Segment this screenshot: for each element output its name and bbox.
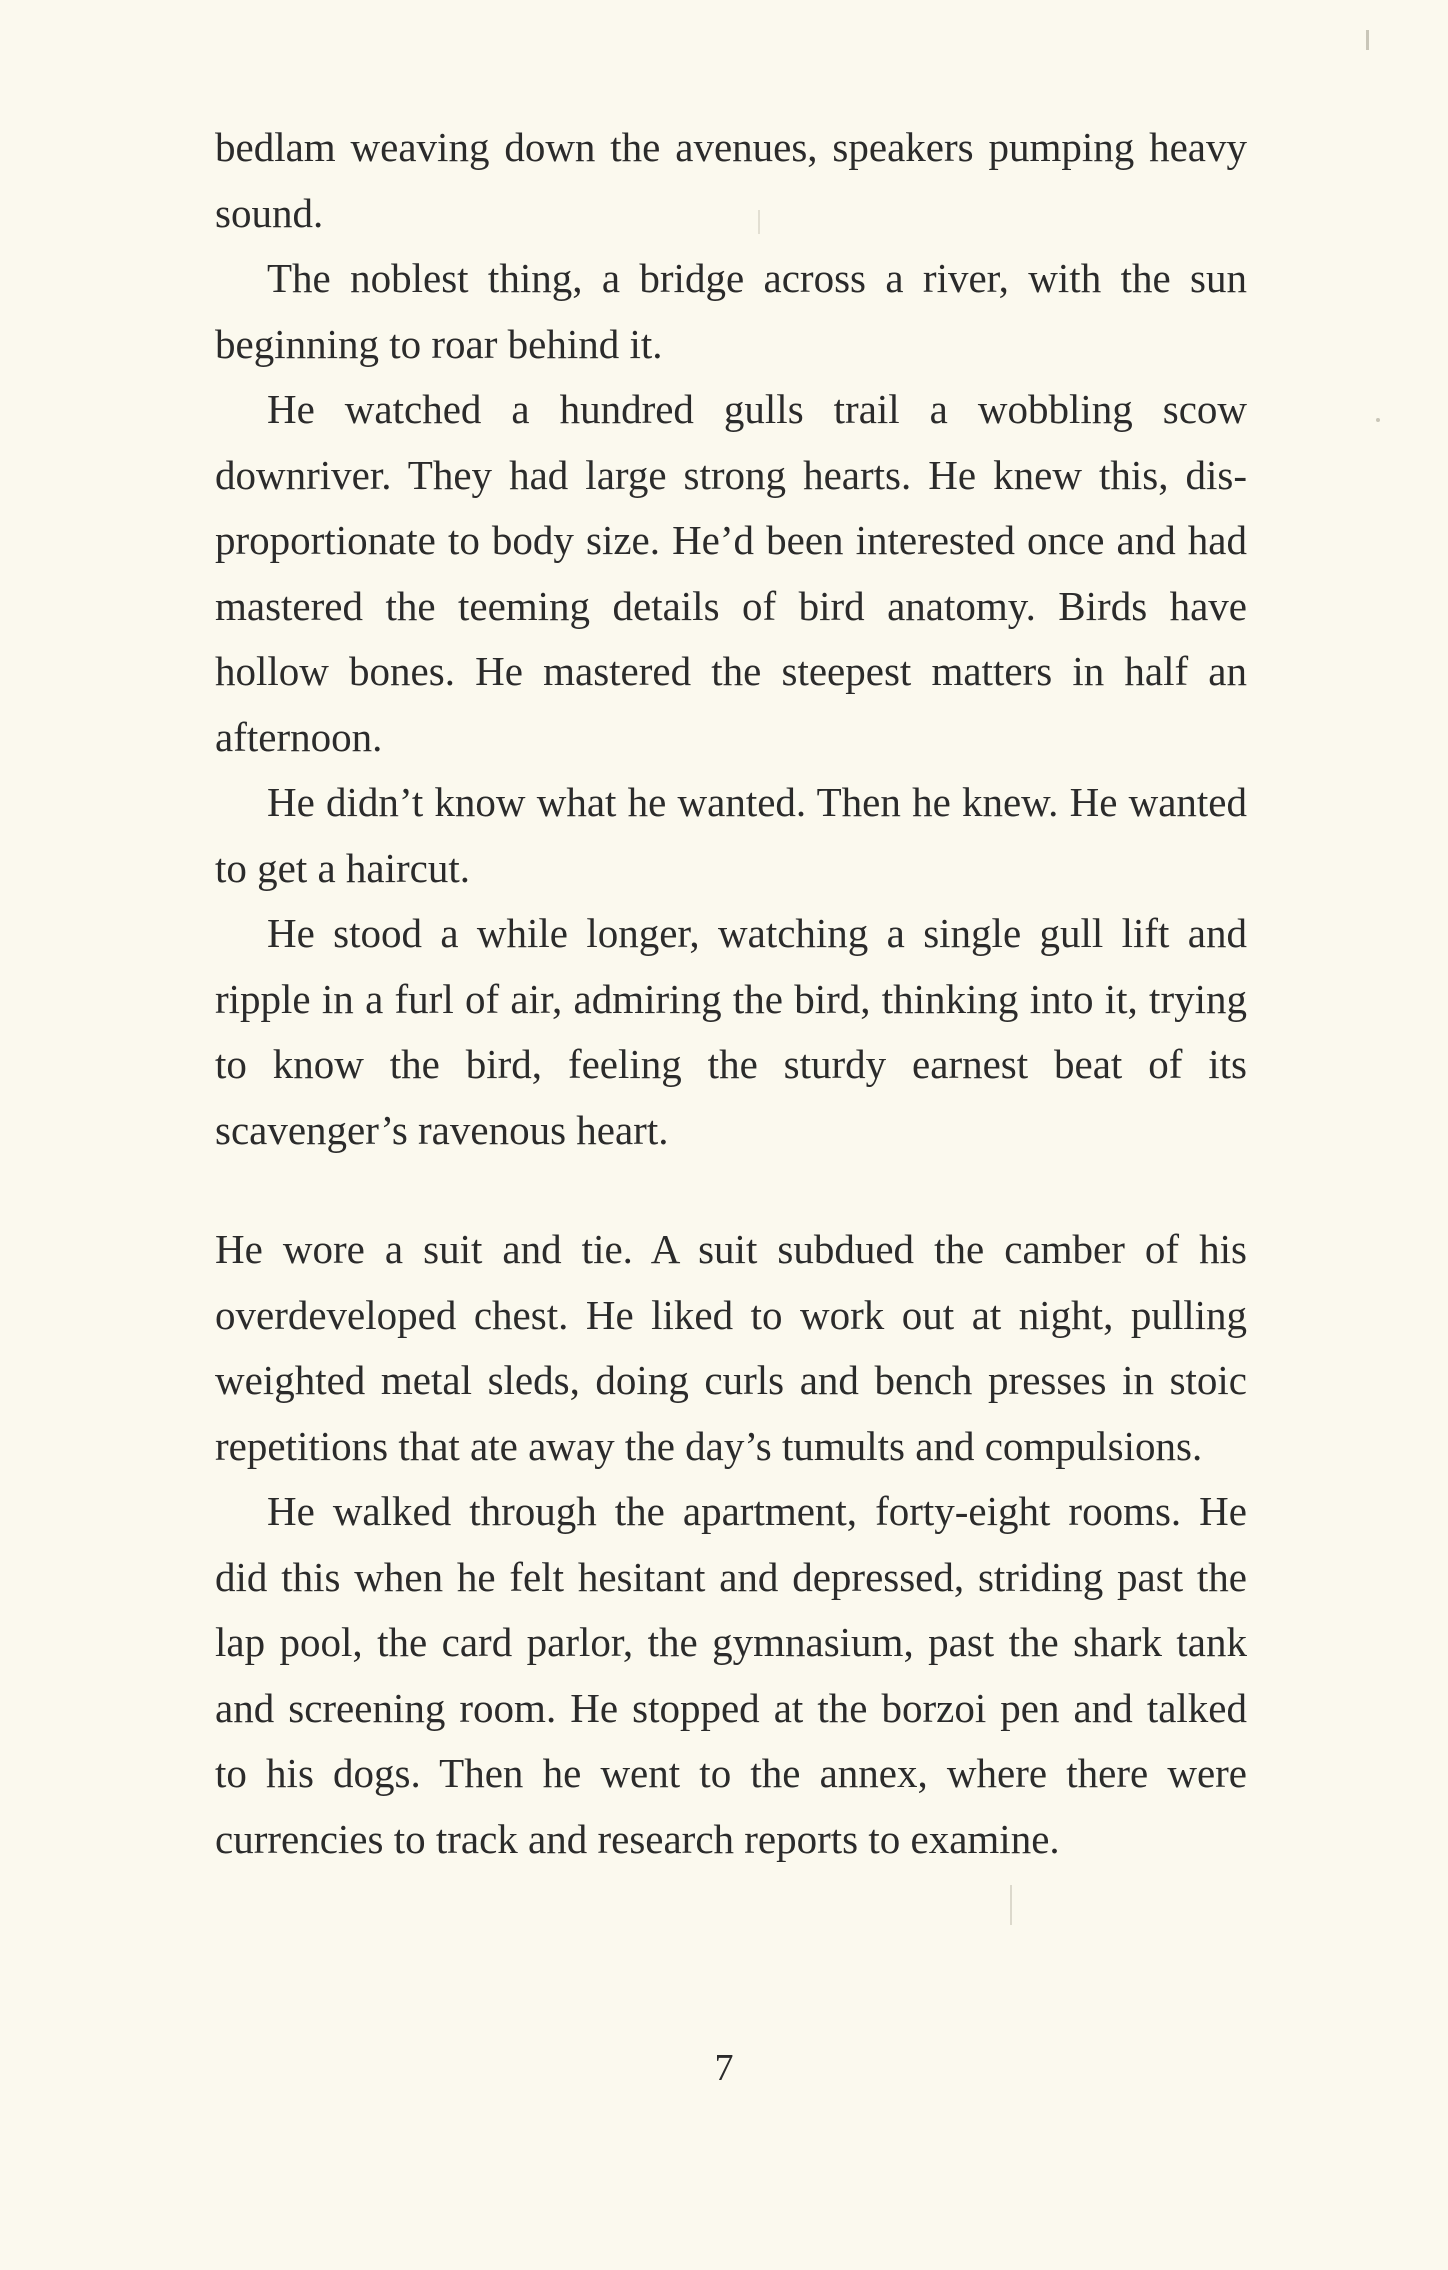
scan-speck bbox=[1376, 418, 1380, 422]
text-section-1 bbox=[215, 115, 1247, 1163]
paragraph: He didn’t know what he wanted. Then he knew. He wanted to get a haircut. bbox=[215, 779, 1247, 891]
paragraph: He wore a suit and tie. A suit subdued the camber of his overdeveloped chest. He liked to work out at night, pulling weighted metal sleds, doing curls and bench presses in stoic repetitions that ate away the day’s tumults and compulsions. bbox=[215, 1226, 1247, 1469]
scan-speck bbox=[1366, 30, 1369, 50]
paragraph: bedlam weaving down the avenues, speakers pumping heavy sound. bbox=[215, 124, 1247, 236]
text-section-2 bbox=[215, 1217, 1247, 1872]
scan-speck bbox=[1010, 1885, 1012, 1925]
paragraph: He walked through the apartment, forty-eight rooms. He did this when he felt hesitant and depressed, striding past the lap pool, the card parlor, the gymnasium, past the shark tank and screening room. He stopped at the borzoi pen and talked to his dogs. Then he went to the annex, where there were currencies to track and research reports to examine. bbox=[215, 1488, 1247, 1862]
page-number: 7 bbox=[714, 2047, 734, 2089]
paragraph: He stood a while longer, watching a single gull lift and ripple in a furl of air, admiring the bird, thinking into it, trying to know the bird, feeling the sturdy earnest beat of its scavenger’s ravenous heart. bbox=[215, 910, 1247, 1153]
paragraph: He watched a hundred gulls trail a wobbling scow downriver. They had large strong hearts. He knew this, disproportionate to body size. He’d been interested once and had mastered the teeming details of bird anatomy. Birds have hollow bones. He mastered the steepest matters in half an afternoon. bbox=[215, 386, 1247, 760]
paragraph: The noblest thing, a bridge across a river, with the sun beginning to roar behind it. bbox=[215, 255, 1247, 367]
